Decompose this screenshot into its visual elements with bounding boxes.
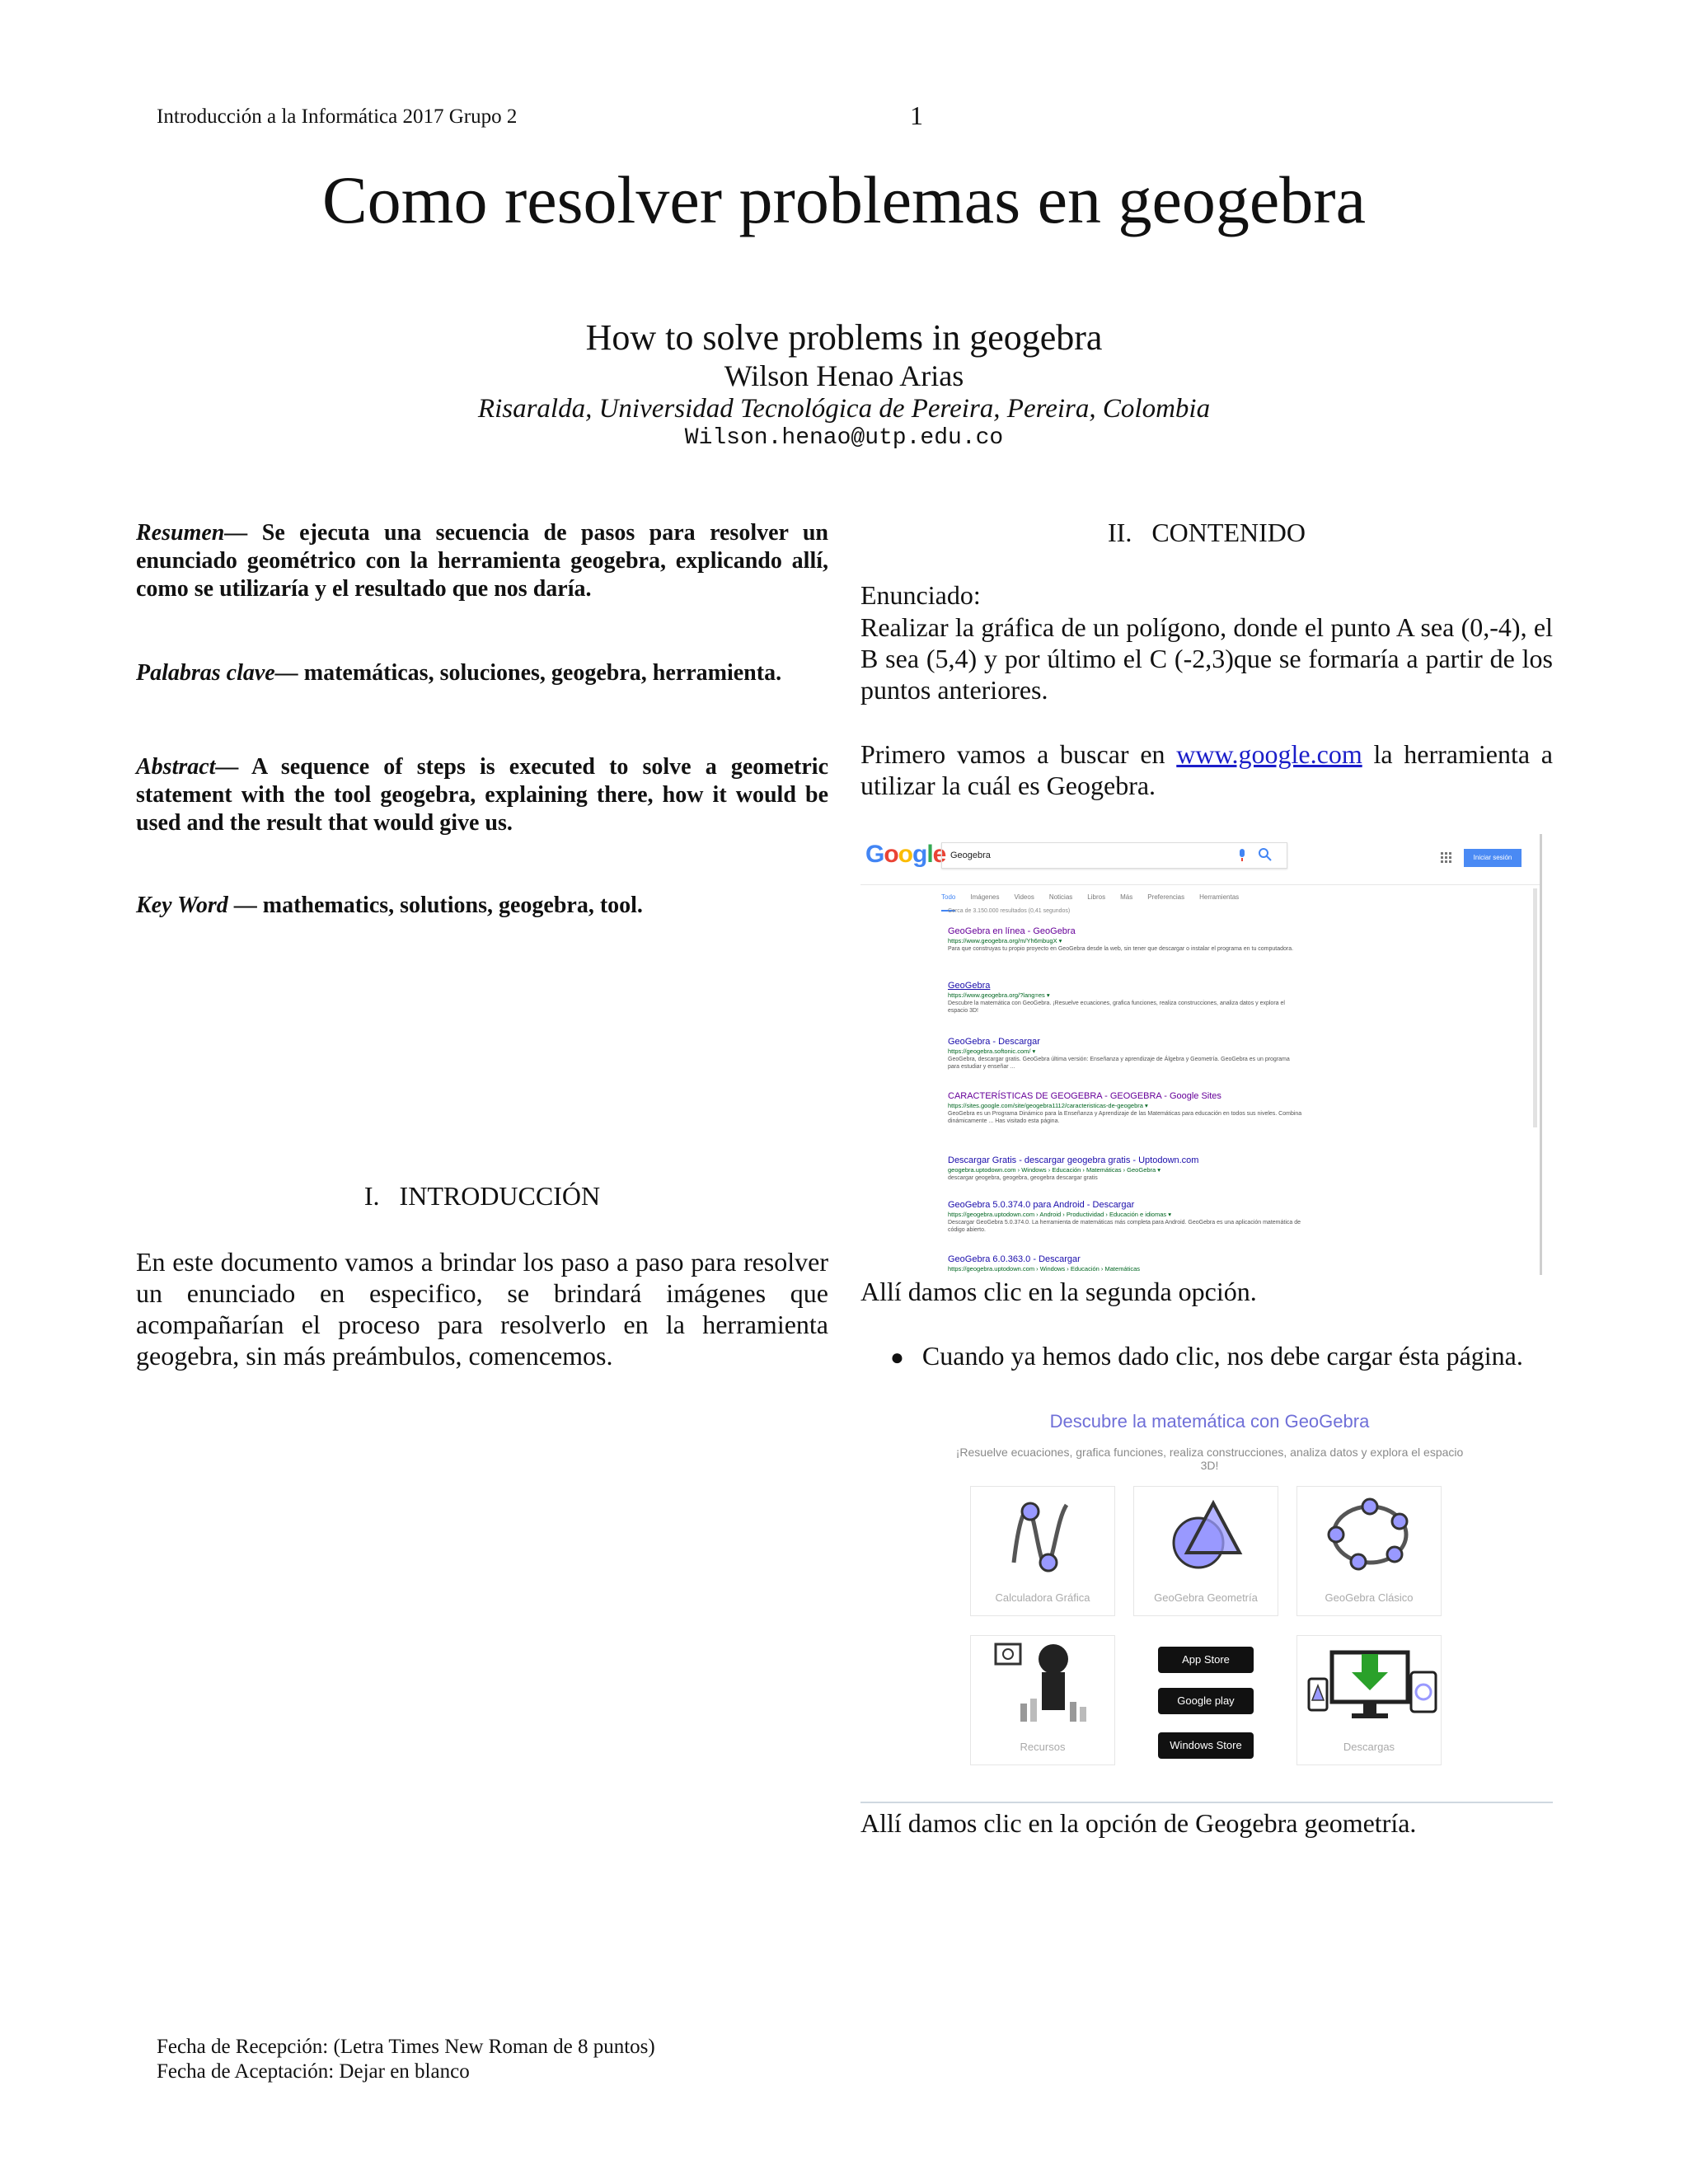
search-result-title[interactable]: Descargar Gratis - descargar geogebra gratis - Uptodown.com <box>948 1155 1199 1165</box>
windows-store-badge[interactable]: Windows Store <box>1158 1732 1254 1759</box>
first-step-paragraph <box>860 738 1553 801</box>
author-affiliation: Risaralda, Universidad Tecnológica de Pereira, Pereira, Colombia <box>477 394 1211 424</box>
key-word-paragraph <box>136 892 828 920</box>
apps-grid-icon[interactable] <box>1441 852 1452 864</box>
search-result-url: https://geogebra.softonic.com/ ▾ <box>948 1047 1036 1055</box>
search-result-url: https://www.geogebra.org/m/Yh6mbugX ▾ <box>948 937 1062 944</box>
search-result-url: https://geogebra.uptodown.com › Android › Productividad › Educación e idiomas ▾ <box>948 1211 1171 1218</box>
palabras-clave-label: Palabras clave— <box>136 660 298 686</box>
enunciado-label: Enunciado: <box>860 580 981 610</box>
search-result-snippet: Para que construyas tu propio proyecto en GeoGebra desde la web, sin tener que descargar o instalar el programa en tu computadora. <box>948 946 1294 952</box>
section-heading-contenido: II. CONTENIDO <box>1108 518 1306 547</box>
microphone-icon[interactable] <box>1238 849 1246 862</box>
key-word-label: Key Word <box>136 893 228 918</box>
search-result-url: https://geogebra.uptodown.com › Windows › Educación › Matemáticas <box>948 1265 1141 1272</box>
first-step-before: Primero vamos a buscar en <box>860 739 1177 769</box>
abstract-label: Abstract— <box>136 754 239 780</box>
google-logo-letter: o <box>884 841 898 868</box>
geogebra-screenshot <box>945 1391 1474 1799</box>
search-result-url: https://www.geogebra.org/?lang=es ▾ <box>948 991 1050 999</box>
tile-label: GeoGebra Clásico <box>1325 1591 1414 1604</box>
google-top-bar <box>860 834 1542 885</box>
section-heading-introduccion: I. INTRODUCCIÓN <box>363 1181 601 1211</box>
google-link[interactable]: www.google.com <box>1176 739 1362 769</box>
resources-icon <box>971 1636 1116 1735</box>
paper-subtitle: How to solve problems in geogebra <box>585 317 1103 358</box>
key-word-text: — mathematics, solutions, geogebra, tool. <box>227 893 643 918</box>
scrollbar[interactable] <box>1533 888 1537 1127</box>
search-result-title[interactable]: GeoGebra <box>948 981 991 991</box>
bullet-item <box>890 1341 1523 1371</box>
search-result <box>948 926 1302 953</box>
enunciado-body: Realizar la gráfica de un polígono, donde el punto A sea (0,-4), el B sea (5,4) y por último el C (-2,3)que se formaría a partir de los puntos anteriores. <box>860 612 1553 705</box>
after-google-text: Allí damos clic en la segunda opción. <box>860 1277 1257 1306</box>
tab-mas[interactable]: Más <box>1120 893 1133 901</box>
palabras-clave-paragraph <box>136 659 828 687</box>
bullet-icon: ● <box>890 1345 904 1371</box>
paper-title: Como resolver problemas en geogebra <box>321 162 1367 237</box>
bullet-text: Cuando ya hemos dado clic, nos debe cargar ésta página. <box>921 1341 1523 1371</box>
tile-label: Recursos <box>1020 1741 1066 1753</box>
google-logo-letter: e <box>932 841 946 868</box>
geometry-icon <box>1134 1487 1279 1586</box>
google-search-input[interactable]: Geogebra <box>941 842 1287 869</box>
search-result <box>948 1091 1302 1125</box>
google-logo-letter: o <box>898 841 912 868</box>
resumen-label: Resumen— <box>136 520 248 546</box>
resumen-text: Se ejecuta una secuencia de pasos para resolver un enunciado geométrico con la herramienta geogebra, explicando allí, como se utilizaría y el resultado que nos daría. <box>136 520 828 602</box>
classic-icon <box>1297 1487 1442 1586</box>
downloads-icon <box>1297 1636 1442 1735</box>
tile-label: GeoGebra Geometría <box>1154 1591 1258 1604</box>
tile-descargas[interactable] <box>1296 1635 1442 1765</box>
tile-label: Calculadora Gráfica <box>995 1591 1090 1604</box>
page-number: 1 <box>910 101 923 130</box>
tab-herramientas[interactable]: Herramientas <box>1199 893 1240 901</box>
running-head: Introducción a la Informática 2017 Grupo 2 <box>157 105 518 128</box>
search-icon[interactable] <box>1258 847 1273 862</box>
search-result-title[interactable]: GeoGebra en línea - GeoGebra <box>948 926 1076 936</box>
tile-geogebra-clasico[interactable] <box>1296 1486 1442 1616</box>
footer-acceptance-date: Fecha de Aceptación: Dejar en blanco <box>157 2060 470 2083</box>
search-result <box>948 1254 1302 1273</box>
search-result-title[interactable]: CARACTERÍSTICAS DE GEOGEBRA - GEOGEBRA - Google Sites <box>948 1091 1221 1101</box>
search-result <box>948 1037 1302 1071</box>
search-result-snippet: Descargar GeoGebra 5.0.374.0. La herramienta de matemáticas más completa para Android. GeoGebra es una aplicación matemática de código abierto. <box>948 1220 1301 1233</box>
result-count: Cerca de 3.150.000 resultados (0,41 segundos) <box>948 908 1071 914</box>
tile-recursos[interactable] <box>970 1635 1115 1765</box>
search-result-title[interactable]: GeoGebra 5.0.374.0 para Android - Descargar <box>948 1200 1135 1210</box>
tab-noticias[interactable]: Noticias <box>1048 893 1073 901</box>
sign-in-button[interactable]: Iniciar sesión <box>1464 849 1522 867</box>
author-name: Wilson Henao Arias <box>724 359 964 392</box>
search-result-title[interactable]: GeoGebra 6.0.363.0 - Descargar <box>948 1254 1081 1264</box>
search-result-snippet: GeoGebra es un Programa Dinámico para la Enseñanza y Aprendizaje de las Matemáticas para educación en todos sus niveles. Combina dinámicamente ... Has visitado esta página. <box>948 1111 1302 1124</box>
geogebra-heading: Descubre la matemática con GeoGebra <box>1049 1411 1370 1432</box>
search-result-snippet: GeoGebra, descargar gratis. GeoGebra última versión: Enseñanza y aprendizaje de Álgebra y Geometría. GeoGebra es un programa para estudiar y enseñar ... <box>948 1057 1290 1070</box>
tile-label: Descargas <box>1343 1741 1395 1753</box>
search-result <box>948 1155 1302 1182</box>
divider-line <box>860 1802 1553 1803</box>
tab-videos[interactable]: Videos <box>1014 893 1034 901</box>
app-store-badge[interactable]: App Store <box>1158 1647 1254 1673</box>
tile-geogebra-geometria[interactable] <box>1133 1486 1278 1616</box>
google-logo-letter: l <box>926 841 933 868</box>
footer-reception-date: Fecha de Recepción: (Letra Times New Roman de 8 puntos) <box>157 2036 655 2058</box>
search-result-snippet: Descubre la matemática con GeoGebra. ¡Resuelve ecuaciones, grafica funciones, realiza construcciones, analiza datos y explora el espacio 3D! <box>948 1001 1285 1014</box>
introduccion-body: En este documento vamos a brindar los paso a paso para resolver un enunciado en especifico, se brindará imágenes que acompañarían el proceso para resolverlo en la herramienta geogebra, sin más preámbulos, comencemos. <box>136 1247 828 1371</box>
google-logo <box>865 841 945 869</box>
palabras-clave-text: matemáticas, soluciones, geogebra, herramienta. <box>298 660 782 686</box>
first-step-after: la herramienta a utilizar la cuál es Geogebra. <box>860 739 1554 800</box>
author-email: Wilson.henao@utp.edu.co <box>684 425 1004 451</box>
search-result <box>948 1200 1302 1234</box>
google-logo-letter: G <box>865 841 884 868</box>
tile-calculadora-grafica[interactable] <box>970 1486 1115 1616</box>
search-result-url: https://sites.google.com/site/geogebra1112/caracteristicas-de-geogebra ▾ <box>948 1102 1148 1109</box>
tab-preferencias[interactable]: Preferencias <box>1147 893 1185 901</box>
resumen-paragraph <box>136 519 828 603</box>
google-play-badge[interactable]: Google play <box>1158 1688 1254 1714</box>
store-badges <box>1133 1635 1278 1765</box>
search-result-snippet: descargar geogebra, geogebra, geogebra descargar gratis <box>948 1175 1098 1181</box>
search-result-url: geogebra.uptodown.com › Windows › Educación › Matemáticas › GeoGebra ▾ <box>948 1166 1161 1174</box>
google-logo-letter: g <box>912 841 927 868</box>
tab-todo[interactable]: Todo <box>941 885 955 912</box>
after-geogebra-text: Allí damos clic en la opción de Geogebra geometría. <box>860 1808 1417 1838</box>
tab-imagenes[interactable]: Imágenes <box>970 893 1000 901</box>
graphing-calculator-icon <box>971 1487 1116 1586</box>
google-search-screenshot <box>860 834 1542 1275</box>
abstract-paragraph <box>136 753 828 837</box>
geogebra-subheading: ¡Resuelve ecuaciones, grafica funciones, realiza construcciones, analiza datos y explora el espacio 3D! <box>955 1446 1464 1472</box>
search-result <box>948 981 1302 1015</box>
search-result-title[interactable]: GeoGebra - Descargar <box>948 1037 1040 1047</box>
tab-libros[interactable]: Libros <box>1087 893 1106 901</box>
abstract-text: A sequence of steps is executed to solve a geometric statement with the tool geogebra, explaining there, how it would be used and the result that would give us. <box>136 754 828 836</box>
